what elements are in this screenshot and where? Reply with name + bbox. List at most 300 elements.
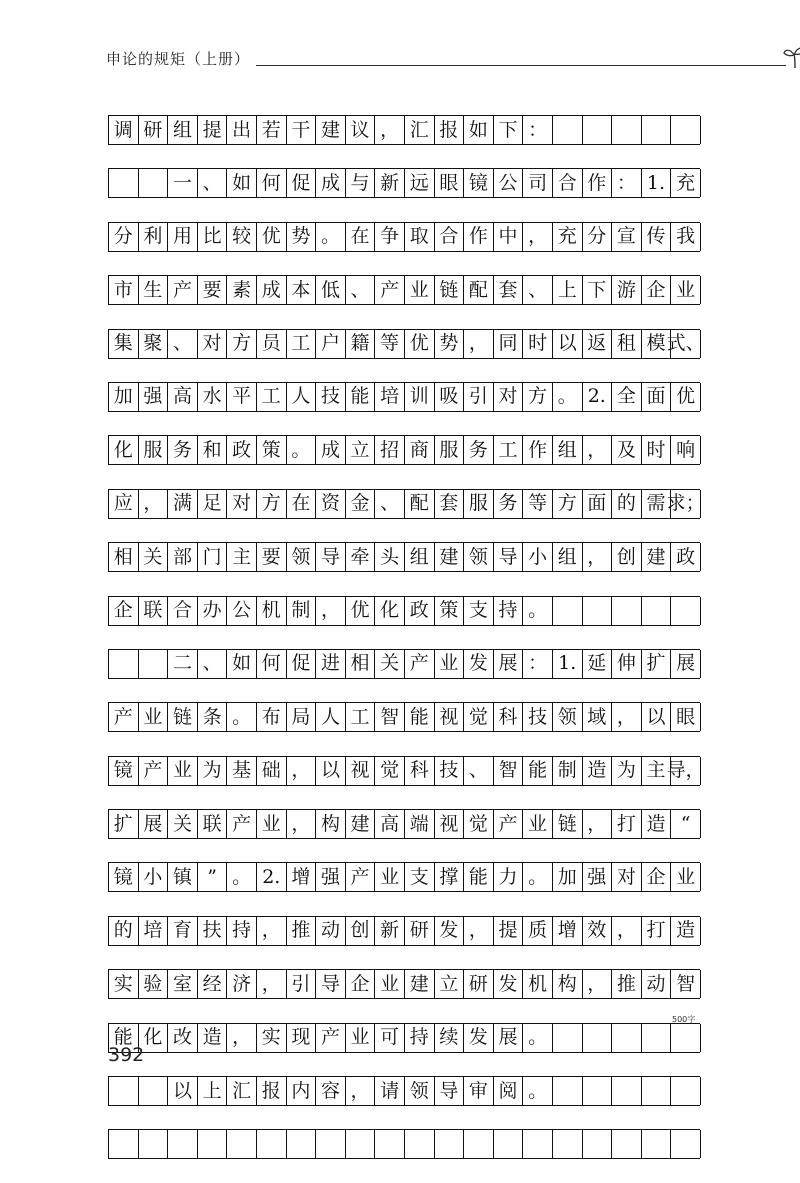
grid-cell: 较: [227, 223, 257, 251]
grid-cell: 链: [168, 703, 198, 731]
grid-cell: 实: [109, 970, 139, 998]
grid-cell: 面: [583, 490, 613, 518]
grid-cell: 利: [139, 223, 169, 251]
grid-cell: 发: [464, 650, 494, 678]
grid-cell: [346, 1130, 376, 1158]
grid-cell: 势: [287, 223, 317, 251]
grid-cell: 小: [523, 543, 553, 571]
grid-cell: 业: [257, 810, 287, 838]
grid-cell: [494, 1130, 524, 1158]
grid-cell: 返: [583, 330, 613, 358]
grid-cell: 推: [287, 917, 317, 945]
grid-cell: 技: [316, 383, 346, 411]
grid-cell: 业: [671, 863, 701, 891]
grid-cell: 觉: [464, 810, 494, 838]
grid-cell: 人: [316, 703, 346, 731]
grid-cell: 效: [583, 917, 613, 945]
grid-cell: 在: [287, 490, 317, 518]
grid-cell: 续: [435, 1024, 465, 1052]
grid-row: [108, 916, 700, 946]
grid-cell: [553, 116, 583, 144]
grid-cell: 分: [109, 223, 139, 251]
grid-cell: 金: [346, 490, 376, 518]
grid-cell: 产: [405, 650, 435, 678]
grid-cell: 视: [435, 810, 465, 838]
grid-cell: 镜: [464, 169, 494, 197]
grid-cell: 增: [287, 863, 317, 891]
grid-cell: 研: [139, 116, 169, 144]
grid-cell: 员: [257, 330, 287, 358]
grid-cell: 智: [671, 970, 701, 998]
manuscript-grid: [108, 115, 705, 1183]
grid-row: [108, 435, 700, 465]
grid-cell: 聚: [139, 330, 169, 358]
grid-cell: [523, 1130, 553, 1158]
grid-cell: [671, 1077, 701, 1105]
grid-cell: 套: [435, 490, 465, 518]
grid-cell: 镇: [168, 863, 198, 891]
grid-cell: 对: [227, 490, 257, 518]
grid-cell: 发: [464, 1024, 494, 1052]
grid-cell: ，: [583, 543, 613, 571]
grid-cell: 展: [494, 650, 524, 678]
grid-cell: 组: [405, 543, 435, 571]
grid-cell: 报: [257, 1077, 287, 1105]
grid-cell: [642, 1130, 672, 1158]
grid-cell: 打: [642, 917, 672, 945]
grid-cell: 打: [612, 810, 642, 838]
grid-cell: 。: [523, 597, 553, 625]
grid-cell: 政: [671, 543, 701, 571]
grid-cell: 。: [553, 383, 583, 411]
grid-cell: [642, 1024, 672, 1052]
grid-cell: 能: [109, 1024, 139, 1052]
grid-cell: 力: [494, 863, 524, 891]
grid-cell: ，: [464, 917, 494, 945]
grid-cell: ，: [464, 330, 494, 358]
grid-cell: [671, 116, 701, 144]
grid-cell: 立: [346, 436, 376, 464]
grid-cell: 。: [523, 1077, 553, 1105]
grid-cell: [139, 169, 169, 197]
grid-cell: 资: [316, 490, 346, 518]
grid-cell: 以: [316, 757, 346, 785]
grid-cell: 展: [671, 650, 701, 678]
grid-cell: 伸: [612, 650, 642, 678]
grid-cell: 关: [168, 810, 198, 838]
grid-cell: 持: [494, 597, 524, 625]
grid-cell: 出: [227, 116, 257, 144]
grid-cell: 工: [494, 436, 524, 464]
grid-cell: 产: [227, 810, 257, 838]
grid-cell: [642, 116, 672, 144]
grid-cell: ，: [287, 810, 317, 838]
grid-cell: 时: [523, 330, 553, 358]
grid-cell: 相: [109, 543, 139, 571]
grid-cell: 和: [198, 436, 228, 464]
grid-cell: 牵: [346, 543, 376, 571]
grid-cell: [671, 597, 701, 625]
grid-cell: 。: [523, 1024, 553, 1052]
grid-cell: 主: [227, 543, 257, 571]
grid-row: [108, 1023, 700, 1053]
grid-cell: 的: [109, 917, 139, 945]
grid-cell: [405, 1130, 435, 1158]
grid-cell: 扶: [198, 917, 228, 945]
grid-cell: 政: [405, 597, 435, 625]
grid-cell: [375, 1130, 405, 1158]
grid-cell: 为: [612, 757, 642, 785]
grid-cell: 发: [494, 970, 524, 998]
grid-cell: 1.: [553, 650, 583, 678]
grid-cell: 务: [168, 436, 198, 464]
grid-cell: 籍: [346, 330, 376, 358]
grid-cell: 持: [227, 917, 257, 945]
grid-cell: 平: [227, 383, 257, 411]
grid-cell: 新: [375, 169, 405, 197]
grid-cell: 造: [671, 917, 701, 945]
grid-cell: 、: [523, 276, 553, 304]
grid-cell: 条: [198, 703, 228, 731]
grid-cell: ，: [612, 917, 642, 945]
grid-cell: “: [671, 810, 701, 838]
grid-cell: 何: [257, 169, 287, 197]
grid-cell: 联: [139, 597, 169, 625]
grid-cell: 合: [435, 223, 465, 251]
grid-cell: [198, 1130, 228, 1158]
grid-cell: 等: [375, 330, 405, 358]
grid-row: [108, 1129, 700, 1159]
grid-cell: 导: [435, 1077, 465, 1105]
grid-cell: 支: [405, 863, 435, 891]
grid-cell: 组: [553, 436, 583, 464]
grid-cell: 与: [346, 169, 376, 197]
grid-cell: 能: [464, 863, 494, 891]
grid-cell: 我: [671, 223, 701, 251]
grid-cell: ，: [612, 703, 642, 731]
grid-cell: ，: [257, 917, 287, 945]
grid-cell: 企: [109, 597, 139, 625]
grid-cell: 工: [287, 330, 317, 358]
grid-cell: 请: [375, 1077, 405, 1105]
grid-cell: 视: [435, 703, 465, 731]
grid-cell: [553, 1077, 583, 1105]
book-title: 申论的规矩（上册）: [106, 50, 251, 68]
grid-cell: 领: [287, 543, 317, 571]
grid-cell: 制: [553, 757, 583, 785]
grid-cell: 策: [435, 597, 465, 625]
grid-cell: 强: [316, 863, 346, 891]
word-count-label: 500字: [672, 1015, 696, 1024]
grid-cell: 眼: [435, 169, 465, 197]
grid-cell: 方: [553, 490, 583, 518]
grid-cell: 2.: [583, 383, 613, 411]
grid-cell: 如: [227, 169, 257, 197]
grid-cell: 建: [405, 970, 435, 998]
grid-cell: 视: [346, 757, 376, 785]
grid-cell: 支: [464, 597, 494, 625]
grid-row: [108, 756, 705, 786]
grid-cell: 如: [464, 116, 494, 144]
grid-cell: 育: [168, 917, 198, 945]
grid-cell: 一: [168, 169, 198, 197]
grid-cell: 审: [464, 1077, 494, 1105]
running-header: [106, 44, 706, 74]
grid-cell: [139, 1130, 169, 1158]
grid-cell: 务: [464, 436, 494, 464]
grid-cell: ，: [227, 1024, 257, 1052]
grid-cell: 合: [168, 597, 198, 625]
grid-cell: 政: [227, 436, 257, 464]
grid-cell: 加: [109, 383, 139, 411]
grid-cell: 成: [316, 169, 346, 197]
grid-cell: [287, 1130, 317, 1158]
grid-cell: 企: [642, 863, 672, 891]
grid-cell: 。: [227, 863, 257, 891]
grid-cell: 促: [287, 169, 317, 197]
grid-cell: 成: [257, 276, 287, 304]
grid-cell: 以: [553, 330, 583, 358]
grid-cell: 汇: [227, 1077, 257, 1105]
grid-cell: 培: [139, 917, 169, 945]
grid-cell: 及: [612, 436, 642, 464]
grid-cell: 动: [316, 917, 346, 945]
grid-cell: ，: [257, 970, 287, 998]
grid-cell: [139, 650, 169, 678]
grid-cell: 。: [316, 223, 346, 251]
grid-cell: 优: [671, 383, 701, 411]
grid-cell: [671, 1024, 701, 1052]
grid-cell: ，: [316, 597, 346, 625]
grid-cell: [139, 1077, 169, 1105]
grid-cell: [553, 1130, 583, 1158]
grid-cell: 科: [405, 757, 435, 785]
grid-row: [108, 596, 700, 626]
grid-cell: 传: [642, 223, 672, 251]
grid-cell: 内: [287, 1077, 317, 1105]
grid-cell: 改: [168, 1024, 198, 1052]
grid-cell: 技: [435, 757, 465, 785]
grid-cell: 远: [405, 169, 435, 197]
grid-cell: ，: [346, 1077, 376, 1105]
grid-cell: 应: [109, 490, 139, 518]
grid-cell: 对: [612, 863, 642, 891]
grid-cell: 策: [257, 436, 287, 464]
grid-cell: 创: [612, 543, 642, 571]
grid-cell: 上: [198, 1077, 228, 1105]
grid-cell: 创: [346, 917, 376, 945]
grid-cell: 产: [375, 276, 405, 304]
grid-row: [108, 222, 700, 252]
grid-cell: 服: [435, 436, 465, 464]
grid-cell: 新: [375, 917, 405, 945]
grid-cell: 公: [494, 169, 524, 197]
grid-cell: 门: [198, 543, 228, 571]
grid-cell: 报: [435, 116, 465, 144]
grid-cell: 、: [198, 650, 228, 678]
grid-cell: 满: [168, 490, 198, 518]
grid-cell: 强: [139, 383, 169, 411]
grid-cell: 部: [168, 543, 198, 571]
grid-cell: 域: [583, 703, 613, 731]
grid-cell: 服: [139, 436, 169, 464]
grid-cell: 务: [494, 490, 524, 518]
grid-cell: ，: [583, 436, 613, 464]
grid-cell: 造: [642, 810, 672, 838]
grid-cell: 市: [109, 276, 139, 304]
grid-cell: [435, 1130, 465, 1158]
grid-cell: 产: [168, 276, 198, 304]
grid-cell: 业: [375, 863, 405, 891]
grid-cell: 领: [405, 1077, 435, 1105]
grid-cell: 动: [642, 970, 672, 998]
grid-cell: 水: [198, 383, 228, 411]
grid-cell: 、: [346, 276, 376, 304]
grid-cell: 优: [346, 597, 376, 625]
grid-cell: [642, 1077, 672, 1105]
grid-cell: 可: [375, 1024, 405, 1052]
grid-cell: 生: [139, 276, 169, 304]
grid-cell: 本: [287, 276, 317, 304]
grid-cell: 建: [642, 543, 672, 571]
grid-cell: 业: [435, 650, 465, 678]
grid-cell: 进: [316, 650, 346, 678]
grid-cell: 方: [523, 383, 553, 411]
grid-cell: 础: [257, 757, 287, 785]
grid-cell: [583, 597, 613, 625]
grid-cell: 取: [405, 223, 435, 251]
grid-cell: ”: [198, 863, 228, 891]
grid-cell: 领: [464, 543, 494, 571]
grid-cell: 产: [139, 757, 169, 785]
grid-cell: 响: [671, 436, 701, 464]
grid-cell: 建: [435, 543, 465, 571]
grid-cell: 培: [375, 383, 405, 411]
grid-cell: 布: [257, 703, 287, 731]
grid-cell: 撑: [435, 863, 465, 891]
grid-cell: 集: [109, 330, 139, 358]
grid-cell: 高: [375, 810, 405, 838]
grid-cell: 何: [257, 650, 287, 678]
grid-cell: 觉: [464, 703, 494, 731]
grid-cell: ，: [287, 757, 317, 785]
grid-cell: 化: [375, 597, 405, 625]
grid-cell: 。: [227, 703, 257, 731]
grid-row: [108, 115, 700, 145]
grid-cell: 实: [257, 1024, 287, 1052]
grid-cell: 下: [494, 116, 524, 144]
grid-cell: ，: [375, 116, 405, 144]
grid-cell: 发: [435, 917, 465, 945]
grid-cell: 等: [523, 490, 553, 518]
grid-cell: 高: [168, 383, 198, 411]
grid-cell: 眼: [671, 703, 701, 731]
grid-cell: 展: [494, 1024, 524, 1052]
grid-cell: 用: [168, 223, 198, 251]
grid-row: [108, 382, 700, 412]
grid-cell: 业: [405, 276, 435, 304]
grid-row: [108, 969, 700, 999]
grid-cell: 化: [109, 436, 139, 464]
grid-cell: 招: [375, 436, 405, 464]
grid-cell: 分: [583, 223, 613, 251]
grid-cell: 经: [198, 970, 228, 998]
grid-cell: [583, 116, 613, 144]
grid-cell: 为: [198, 757, 228, 785]
grid-cell: 对: [494, 383, 524, 411]
grid-cell: [227, 1130, 257, 1158]
grid-cell: 成: [316, 436, 346, 464]
grid-cell: 充: [553, 223, 583, 251]
grid-cell: 商: [405, 436, 435, 464]
grid-cell: 立: [435, 970, 465, 998]
grid-cell: [612, 597, 642, 625]
grid-cell: 、: [168, 330, 198, 358]
grid-cell: [671, 1130, 701, 1158]
grid-cell: [553, 1024, 583, 1052]
grid-cell: 扩: [642, 650, 672, 678]
grid-cell: 以: [642, 703, 672, 731]
grid-cell: 链: [553, 810, 583, 838]
grid-cell: 展: [139, 810, 169, 838]
grid-cell: [109, 1077, 139, 1105]
grid-cell: 作: [583, 169, 613, 197]
grid-cell: 公: [227, 597, 257, 625]
grid-cell: 二: [168, 650, 198, 678]
grid-cell: ：: [523, 116, 553, 144]
grid-cell: 相: [346, 650, 376, 678]
grid-cell: [109, 1130, 139, 1158]
grid-cell: 方: [257, 490, 287, 518]
grid-cell: 引: [464, 383, 494, 411]
grid-cell: 全: [612, 383, 642, 411]
grid-cell: 济: [227, 970, 257, 998]
grid-cell: [612, 1077, 642, 1105]
grid-cell: [642, 597, 672, 625]
grid-cell: 关: [375, 650, 405, 678]
grid-cell: 素: [227, 276, 257, 304]
grid-cell: 加: [553, 863, 583, 891]
grid-cell: 干: [287, 116, 317, 144]
grid-cell: 建: [346, 810, 376, 838]
grid-cell: 调: [109, 116, 139, 144]
grid-cell: 要: [257, 543, 287, 571]
grid-cell: 能: [346, 383, 376, 411]
grid-cell: 、: [198, 169, 228, 197]
grid-cell: 增: [553, 917, 583, 945]
grid-cell: 能: [523, 757, 553, 785]
grid-cell: 化: [139, 1024, 169, 1052]
grid-cell: 组: [553, 543, 583, 571]
grid-cell: 要: [198, 276, 228, 304]
grid-cell: 势: [435, 330, 465, 358]
grid-cell: 端: [405, 810, 435, 838]
sprout-icon: [782, 44, 800, 70]
grid-cell: 2.: [257, 863, 287, 891]
grid-row: [108, 1076, 700, 1106]
grid-cell: 式、: [671, 330, 701, 358]
grid-cell: 研: [464, 970, 494, 998]
grid-cell: 基: [227, 757, 257, 785]
grid-cell: 低: [316, 276, 346, 304]
grid-cell: 企: [346, 970, 376, 998]
grid-cell: 套: [494, 276, 524, 304]
grid-cell: [168, 1130, 198, 1158]
grid-cell: 若: [257, 116, 287, 144]
grid-cell: 的: [612, 490, 642, 518]
grid-cell: 镜: [109, 757, 139, 785]
grid-row: [108, 542, 700, 572]
